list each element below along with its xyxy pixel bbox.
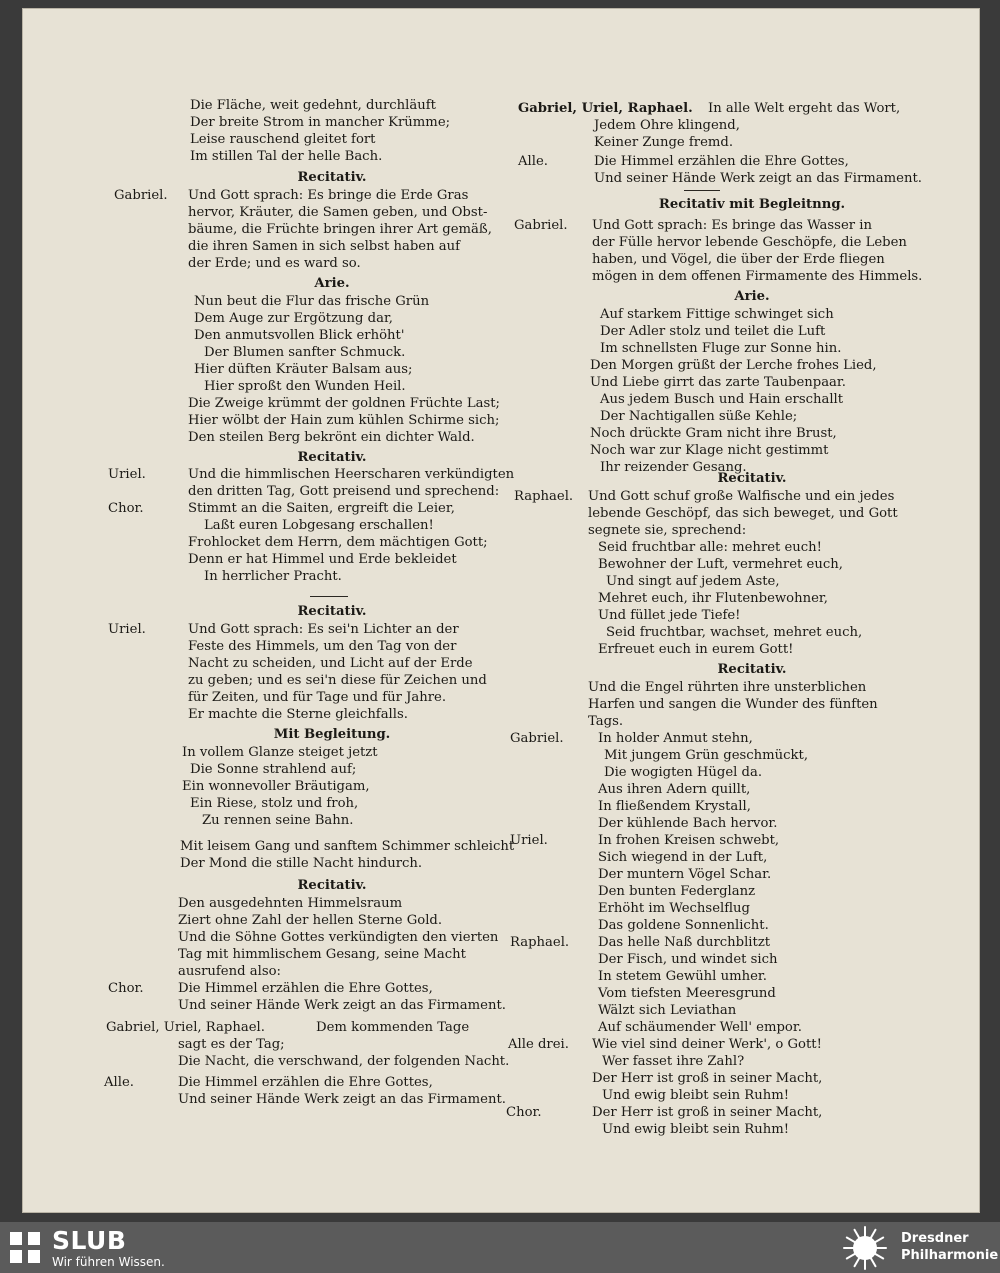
- section-heading: Arie.: [734, 289, 770, 304]
- text-line: Nacht zu scheiden, und Licht auf der Erde: [188, 656, 473, 671]
- text-line: Hier wölbt der Hain zum kühlen Schirme sich;: [188, 413, 500, 428]
- section-divider: [310, 596, 348, 597]
- text-line: Wälzt sich Leviathan: [598, 1003, 737, 1018]
- speaker-label: Alle drei.: [508, 1037, 569, 1052]
- text-line: Die Himmel erzählen die Ehre Gottes,: [178, 1075, 433, 1090]
- text-line: Wie viel sind deiner Werk', o Gott!: [592, 1037, 822, 1052]
- text-line: den dritten Tag, Gott preisend und sprechend:: [188, 484, 500, 499]
- text-line: Auf starkem Fittige schwinget sich: [600, 307, 834, 322]
- text-line: bäume, die Früchte bringen ihrer Art gemäß,: [188, 222, 492, 237]
- text-line: Leise rauschend gleitet fort: [190, 132, 376, 147]
- text-line: In holder Anmut stehn,: [598, 731, 753, 746]
- speaker-label: Gabriel.: [114, 188, 168, 203]
- text-line: Noch war zur Klage nicht gestimmt: [590, 443, 829, 458]
- speaker-label: Gabriel.: [510, 731, 564, 746]
- section-heading: Recitativ mit Begleitnng.: [658, 197, 846, 212]
- footer-bar: [0, 1222, 1000, 1273]
- speaker-label: Alle.: [518, 154, 548, 169]
- slub-tagline: Wir führen Wissen.: [52, 1255, 165, 1269]
- scanned-page: [22, 8, 980, 1213]
- text-line: Aus ihren Adern quillt,: [598, 782, 751, 797]
- text-line: Ziert ohne Zahl der hellen Sterne Gold.: [178, 913, 443, 928]
- text-line: Und Gott schuf große Walfische und ein jedes: [588, 489, 895, 504]
- speaker-label: Raphael.: [514, 489, 574, 504]
- text-line: In alle Welt ergeht das Wort,: [708, 101, 901, 116]
- text-line: Seid fruchtbar alle: mehret euch!: [598, 540, 822, 555]
- text-line: Jedem Ohre klingend,: [594, 118, 740, 133]
- text-line: Seid fruchtbar, wachset, mehret euch,: [606, 625, 863, 640]
- slub-logo-icon: [10, 1232, 40, 1263]
- text-line: Der Fisch, und windet sich: [598, 952, 778, 967]
- text-line: Wer fasset ihre Zahl?: [602, 1054, 745, 1069]
- text-line: Sich wiegend in der Luft,: [598, 850, 768, 865]
- text-line: Dem Auge zur Ergötzung dar,: [194, 311, 393, 326]
- text-line: Keiner Zunge fremd.: [594, 135, 734, 150]
- speaker-label: Chor.: [506, 1105, 542, 1120]
- text-line: Mit jungem Grün geschmückt,: [604, 748, 809, 763]
- text-line: Und füllet jede Tiefe!: [598, 608, 741, 623]
- speaker-label: Uriel.: [108, 622, 146, 637]
- text-line: Bewohner der Luft, vermehret euch,: [598, 557, 843, 572]
- text-line: Den steilen Berg bekrönt ein dichter Wald.: [188, 430, 475, 445]
- speaker-label: Chor.: [108, 501, 144, 516]
- text-line: Hier sproßt den Wunden Heil.: [204, 379, 406, 394]
- text-line: In frohen Kreisen schwebt,: [598, 833, 780, 848]
- text-line: zu geben; und es sei'n diese für Zeichen und: [188, 673, 487, 688]
- text-line: Aus jedem Busch und Hain erschallt: [600, 392, 844, 407]
- text-line: Tags.: [588, 714, 624, 729]
- text-line: Der Nachtigallen süße Kehle;: [600, 409, 798, 424]
- text-line: Denn er hat Himmel und Erde bekleidet: [188, 552, 457, 567]
- text-line: Ihr reizender Gesang.: [600, 460, 747, 475]
- slub-name: SLUB: [52, 1226, 127, 1255]
- text-line: sagt es der Tag;: [178, 1037, 285, 1052]
- text-line: In stetem Gewühl umher.: [598, 969, 767, 984]
- text-line: Der Herr ist groß in seiner Macht,: [592, 1071, 823, 1086]
- text-line: Und die Engel rührten ihre unsterblichen: [588, 680, 867, 695]
- text-line: Feste des Himmels, um den Tag von der: [188, 639, 457, 654]
- text-line: Der Blumen sanfter Schmuck.: [204, 345, 406, 360]
- text-line: Der Adler stolz und teilet die Luft: [600, 324, 826, 339]
- text-line: Ein Riese, stolz und froh,: [190, 796, 359, 811]
- speaker-label: Gabriel.: [514, 218, 568, 233]
- text-line: Und die himmlischen Heerscharen verkündigten: [188, 467, 515, 482]
- text-line: Mehret euch, ihr Flutenbewohner,: [598, 591, 828, 606]
- text-line: Der breite Strom in mancher Krümme;: [190, 115, 451, 130]
- text-line: Und ewig bleibt sein Ruhm!: [602, 1088, 789, 1103]
- text-line: segnete sie, sprechend:: [588, 523, 747, 538]
- text-line: Mit leisem Gang und sanftem Schimmer schleicht: [180, 839, 515, 854]
- text-line: lebende Geschöpf, das sich beweget, und Gott: [588, 506, 898, 521]
- text-line: Und die Söhne Gottes verkündigten den vierten: [178, 930, 499, 945]
- text-line: der Fülle hervor lebende Geschöpfe, die Leben: [592, 235, 907, 250]
- text-line: Und seiner Hände Werk zeigt an das Firmament.: [594, 171, 922, 186]
- section-heading: Recitativ.: [297, 604, 367, 619]
- section-heading: Arie.: [314, 276, 350, 291]
- text-line: Ein wonnevoller Bräutigam,: [182, 779, 370, 794]
- text-line: Die Sonne strahlend auf;: [190, 762, 357, 777]
- text-line: haben, und Vögel, die über der Erde fliegen: [592, 252, 885, 267]
- text-line: Den Morgen grüßt der Lerche frohes Lied,: [590, 358, 877, 373]
- text-line: Der Mond die stille Nacht hindurch.: [180, 856, 423, 871]
- text-line: Im stillen Tal der helle Bach.: [190, 149, 383, 164]
- text-line: der Erde; und es ward so.: [188, 256, 361, 271]
- text-line: Den bunten Federglanz: [598, 884, 756, 899]
- dresdner-philharmonie-name: Philharmonie: [901, 1248, 999, 1263]
- text-line: Der kühlende Bach hervor.: [598, 816, 778, 831]
- text-line: Hier düften Kräuter Balsam aus;: [194, 362, 413, 377]
- section-heading: Recitativ.: [297, 170, 367, 185]
- section-heading: Mit Begleitung.: [273, 727, 391, 742]
- text-line: Erhöht im Wechselflug: [598, 901, 750, 916]
- section-heading: Recitativ.: [297, 450, 367, 465]
- text-line: Den anmutsvollen Blick erhöht': [194, 328, 405, 343]
- text-line: In fließendem Krystall,: [598, 799, 751, 814]
- speaker-label: Uriel.: [108, 467, 146, 482]
- text-line: die ihren Samen in sich selbst haben auf: [188, 239, 461, 254]
- text-line: Und Gott sprach: Es sei'n Lichter an der: [188, 622, 459, 637]
- dresdner-philharmonie-name: Dresdner: [901, 1231, 969, 1246]
- text-line: Im schnellsten Fluge zur Sonne hin.: [600, 341, 842, 356]
- text-line: In herrlicher Pracht.: [204, 569, 342, 584]
- text-line: Harfen und sangen die Wunder des fünften: [588, 697, 878, 712]
- text-line: Und Gott sprach: Es bringe das Wasser in: [592, 218, 872, 233]
- text-line: Tag mit himmlischem Gesang, seine Macht: [178, 947, 466, 962]
- text-line: Und Gott sprach: Es bringe die Erde Gras: [188, 188, 469, 203]
- text-line: ausrufend also:: [178, 964, 281, 979]
- speaker-label: Uriel.: [510, 833, 548, 848]
- text-line: Das goldene Sonnenlicht.: [598, 918, 769, 933]
- section-heading: Recitativ.: [717, 471, 787, 486]
- text-line: für Zeiten, und für Tage und für Jahre.: [188, 690, 447, 705]
- text-line: Auf schäumender Well' empor.: [598, 1020, 802, 1035]
- text-line: Und seiner Hände Werk zeigt an das Firmament.: [178, 1092, 506, 1107]
- text-line: hervor, Kräuter, die Samen geben, und Obst-: [188, 205, 488, 220]
- text-line: Der Herr ist groß in seiner Macht,: [592, 1105, 823, 1120]
- speaker-label: Chor.: [108, 981, 144, 996]
- text-line: Vom tiefsten Meeresgrund: [598, 986, 776, 1001]
- text-line: Stimmt an die Saiten, ergreift die Leier,: [188, 501, 455, 516]
- text-line: Nun beut die Flur das frische Grün: [194, 294, 430, 309]
- section-heading: Recitativ.: [717, 662, 787, 677]
- text-line: Und seiner Hände Werk zeigt an das Firmament.: [178, 998, 506, 1013]
- text-line: Die Himmel erzählen die Ehre Gottes,: [594, 154, 849, 169]
- text-line: Die wogigten Hügel da.: [604, 765, 763, 780]
- text-line: Und Liebe girrt das zarte Taubenpaar.: [590, 375, 846, 390]
- text-line: Das helle Naß durchblitzt: [598, 935, 771, 950]
- text-line: Die Fläche, weit gedehnt, durchläuft: [190, 98, 436, 113]
- text-line: Die Nacht, die verschwand, der folgenden Nacht.: [178, 1054, 510, 1069]
- speaker-label: Alle.: [104, 1075, 134, 1090]
- text-line: mögen in dem offenen Firmamente des Himmels.: [592, 269, 923, 284]
- text-line: Den ausgedehnten Himmelsraum: [178, 896, 403, 911]
- text-line: Laßt euren Lobgesang erschallen!: [204, 518, 434, 533]
- text-line: Erfreuet euch in eurem Gott!: [598, 642, 794, 657]
- speaker-label: Gabriel, Uriel, Raphael.: [106, 1020, 265, 1035]
- text-line: Und ewig bleibt sein Ruhm!: [602, 1122, 789, 1137]
- speaker-label: Raphael.: [510, 935, 570, 950]
- section-divider: [684, 190, 720, 191]
- text-line: In vollem Glanze steiget jetzt: [182, 745, 378, 760]
- text-line: Frohlocket dem Herrn, dem mächtigen Gott;: [188, 535, 488, 550]
- text-line: Er machte die Sterne gleichfalls.: [188, 707, 408, 722]
- text-line: Die Zweige krümmt der goldnen Früchte Last;: [188, 396, 501, 411]
- text-line: Und singt auf jedem Aste,: [606, 574, 780, 589]
- text-line: Der muntern Vögel Schar.: [598, 867, 772, 882]
- text-line: Die Himmel erzählen die Ehre Gottes,: [178, 981, 433, 996]
- text-line: Dem kommenden Tage: [316, 1020, 470, 1035]
- dresdner-philharmonie-logo-icon: [842, 1225, 888, 1271]
- text-line: Noch drückte Gram nicht ihre Brust,: [590, 426, 837, 441]
- speaker-label: Gabriel, Uriel, Raphael.: [518, 101, 693, 116]
- section-heading: Recitativ.: [297, 878, 367, 893]
- text-line: Zu rennen seine Bahn.: [202, 813, 354, 828]
